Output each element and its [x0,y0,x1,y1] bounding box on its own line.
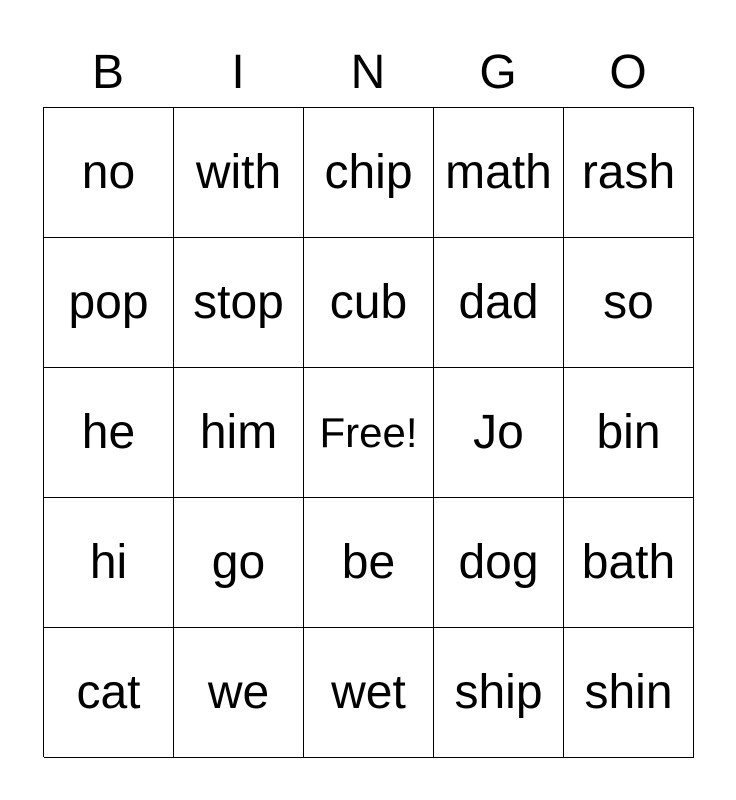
bingo-cell[interactable]: cub [304,238,434,368]
bingo-cell[interactable]: math [434,108,564,238]
bingo-cell[interactable]: hi [44,498,174,628]
bingo-cell[interactable]: rash [564,108,694,238]
bingo-cell[interactable]: wet [304,628,434,758]
bingo-cell[interactable]: so [564,238,694,368]
bingo-cell[interactable]: be [304,498,434,628]
header-letter-g: G [479,46,517,99]
bingo-cell[interactable]: stop [174,238,304,368]
free-space-cell[interactable]: Free! [304,368,434,498]
bingo-cell[interactable]: him [174,368,304,498]
bingo-board [43,107,694,757]
bingo-cell[interactable]: pop [44,238,174,368]
bingo-cell[interactable]: Jo [434,368,564,498]
bingo-cell[interactable]: we [174,628,304,758]
bingo-cell[interactable]: cat [44,628,174,758]
header-letter-o: O [609,46,647,99]
bingo-cell[interactable]: no [44,108,174,238]
header-letter-b: B [91,46,124,99]
bingo-cell[interactable]: he [44,368,174,498]
header-letter-n: N [350,46,386,99]
bingo-cell[interactable]: go [174,498,304,628]
bingo-cell[interactable]: bath [564,498,694,628]
header-letter-i: I [231,46,245,99]
bingo-cell[interactable]: ship [434,628,564,758]
bingo-cell[interactable]: shin [564,628,694,758]
bingo-cell[interactable]: with [174,108,304,238]
bingo-cell[interactable]: chip [304,108,434,238]
bingo-cell[interactable]: bin [564,368,694,498]
bingo-cell[interactable]: dad [434,238,564,368]
bingo-header [43,38,693,108]
bingo-cell[interactable]: dog [434,498,564,628]
